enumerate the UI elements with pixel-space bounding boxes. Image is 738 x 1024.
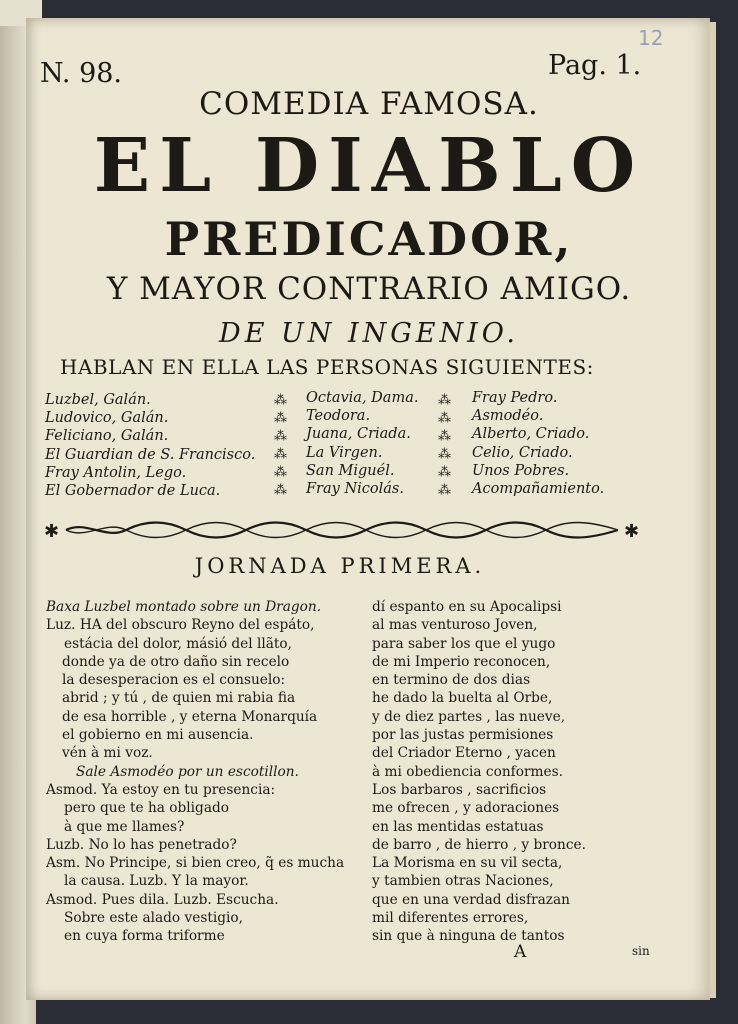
cast-item: Feliciano, Galán. [45,428,169,445]
verse-line: pero que te ha obligado [64,800,229,817]
cast-item: San Miguél. [306,462,395,479]
cast-item: Fray Pedro. [472,390,558,406]
cast-column-1 [45,391,255,500]
verse-line: La Morisma en su vil secta, [372,855,563,872]
ornamental-rule [42,516,642,544]
cast-item: Juana, Criada. [306,426,411,443]
verse-line: en las mentidas estatuas [372,818,544,835]
verse-line: y de diez partes , las nueve, [372,708,566,725]
cast-item: El Gobernador de Luca. [45,483,221,500]
verse-line: Sobre este alado vestigio, [64,910,243,927]
cast-item: Unos Pobres. [472,462,570,479]
cast-item: El Guardian de S. Francisco. [45,446,256,463]
verse-line: de mi Imperio reconocen, [372,653,551,670]
cast-column-3 [472,389,604,498]
title-subtitle: Y MAYOR CONTRARIO AMIGO. [106,271,632,307]
cast-item: Celio, Criado. [472,444,573,461]
verse-line: sin que à ninguna de tantos [372,928,565,945]
verse-line: de esa horrible , y eterna Monarquía [62,708,318,725]
cast-item: Teodora. [306,408,371,425]
verse-line: dí espanto en su Apocalipsi [372,599,562,615]
verse-line: la desesperacion es el consuelo: [62,672,286,689]
title-comedia: COMEDIA FAMOSA. [199,86,539,122]
asterism-column-1: ⁂ ⁂ ⁂ ⁂ ⁂ ⁂ [274,393,288,498]
verse-line: para saber los que el yugo [372,635,556,652]
svg-text:✱: ✱ [624,521,640,542]
verse-line: el gobierno en mi ausencia. [62,727,254,744]
cast-item: Octavia, Dama. [306,390,419,406]
verse-line: por las justas permisiones [372,727,554,744]
verse-line: Asmod. Ya estoy en tu presencia: [46,781,276,798]
verse-line: estácia del dolor, másió del llãto, [64,635,293,652]
cast-item: Alberto, Criado. [472,426,590,443]
verse-line: Asm. No Principe, si bien creo, q̃ es mucha [46,855,345,872]
cast-item: Fray Nicolás. [306,481,404,498]
cast-item: Fray Antolin, Lego. [45,464,187,481]
jornada-heading: JORNADA PRIMERA. [194,554,486,578]
verse-line: à mi obediencia conformes. [372,763,563,780]
verse-line: donde ya de otro daño sin recelo [62,653,290,670]
verse-line: à que me llames? [64,818,185,835]
svg-text:✱: ✱ [44,521,60,542]
verse-line: en termino de dos dias [372,672,531,689]
verse-line: vén à mi voz. [62,745,153,762]
cast-column-2 [306,389,418,498]
title-main: EL DIABLO [93,123,645,209]
verse-line: del Criador Eterno , yacen [372,745,556,762]
cast-item: La Virgen. [306,444,383,461]
cast-item: Acompañamiento. [472,481,605,498]
cast-item: Asmodéo. [472,408,544,425]
verse-line: me ofrecen , y adoraciones [372,800,560,817]
cast-item: Luzbel, Galán. [45,392,151,408]
verse-line: de barro , de hierro , y bronce. [372,836,586,853]
verse-line: abrid ; y tú , de quien mi rabia fia [62,690,296,707]
verse-column-right [372,598,586,946]
verse-line: que en una verdad disfrazan [372,891,570,908]
verse-line: al mas venturoso Joven, [372,617,538,634]
verse-line: mil diferentes errores, [372,910,529,927]
play-number: N. 98. [40,58,123,89]
asterism-column-2: ⁂ ⁂ ⁂ ⁂ ⁂ ⁂ [438,393,452,498]
catchword: sin [632,944,650,958]
stage-direction: Baxa Luzbel montado sobre un Dragon. [46,599,322,615]
verse-line: en cuya forma triforme [64,928,225,945]
verse-line: Los barbaros , sacrificios [372,781,547,798]
verse-line: he dado la buelta al Orbe, [372,690,553,707]
pencil-mark: 12 [638,26,664,50]
verse-line: la causa. Luzb. Y la mayor. [64,873,249,890]
cast-item: Ludovico, Galán. [45,410,169,427]
page-number: Pag. 1. [548,50,642,81]
verse-line: Luz. HA del obscuro Reyno del espáto, [46,617,315,634]
cast-heading: HABLAN EN ELLA LAS PERSONAS SIGUIENTES: [60,355,594,379]
verse-line: Luzb. No lo has penetrado? [46,836,237,853]
verse-line: Asmod. Pues dila. Luzb. Escucha. [46,891,279,908]
title-predicador: PREDICADOR, [164,212,574,266]
stage-direction: Sale Asmodéo por un escotillon. [76,763,299,780]
verse-line: y tambien otras Naciones, [372,873,554,890]
title-author: DE UN INGENIO. [219,318,519,349]
signature-mark: A [514,942,527,962]
verse-column-left [46,598,344,946]
